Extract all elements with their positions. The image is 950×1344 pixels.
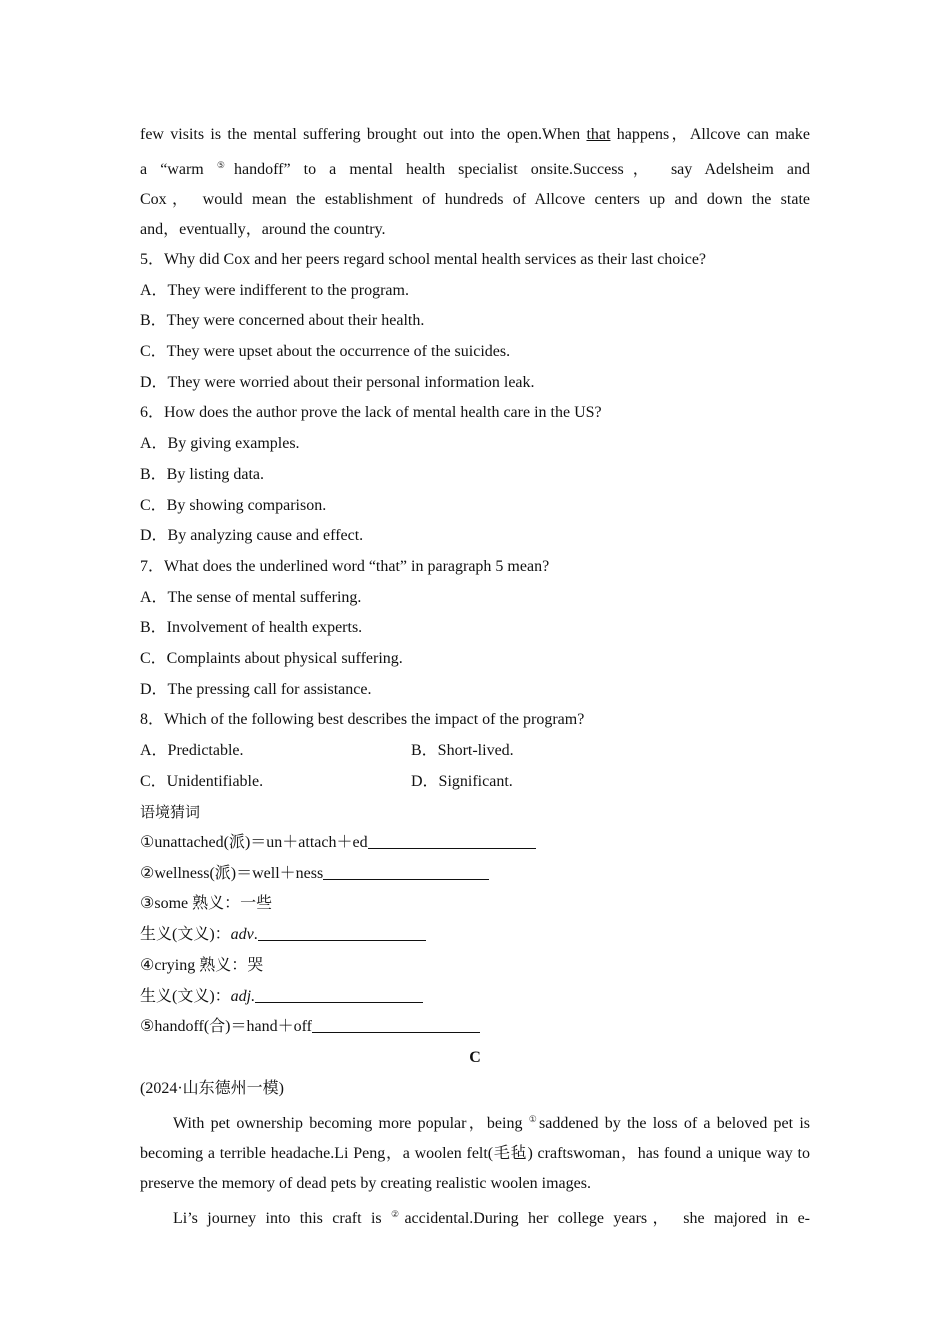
answer-blank[interactable]	[255, 986, 423, 1003]
option: D．By analyzing cause and effect.	[140, 527, 364, 545]
vocab-item: 生义(文义)：adv.	[140, 920, 810, 951]
question-7	[140, 552, 810, 705]
passage-line: a “warm ⑤handoff” to a mental health specialist onsite.Success， say Adelsheim and	[140, 160, 810, 178]
vocab-item: ⑤handoff(合)＝hand＋off	[140, 1012, 810, 1043]
option: A．The sense of mental suffering.	[140, 588, 362, 606]
annotation-mark: ①	[528, 1114, 539, 1125]
annotation-mark: ②	[391, 1209, 405, 1220]
option: D．The pressing call for assistance.	[140, 680, 372, 698]
paragraph: Li’s journey into this craft is ②accidental.During her college years， she majored in e-	[173, 1209, 810, 1228]
option: D．Significant.	[411, 772, 513, 790]
question-8	[140, 705, 810, 797]
option: A．Predictable.	[140, 742, 244, 759]
vocab-item: 生义(文义)：adj.	[140, 982, 810, 1013]
vocab-item: ②wellness(派)＝well＋ness	[140, 859, 810, 890]
option: B．Involvement of health experts.	[140, 619, 363, 637]
question-5	[140, 245, 810, 398]
option: D．They were worried about their personal information leak.	[140, 373, 535, 391]
option: B．They were concerned about their health.	[140, 312, 425, 330]
option: C．By showing comparison.	[140, 496, 327, 514]
answer-blank[interactable]	[323, 863, 489, 880]
option: C．They were upset about the occurrence of the suicides.	[140, 343, 511, 361]
option: C．Complaints about physical suffering.	[140, 649, 403, 667]
answer-blank[interactable]	[258, 924, 426, 941]
option-row	[140, 767, 810, 798]
section-c	[140, 1043, 810, 1234]
answer-blank[interactable]	[312, 1016, 480, 1033]
passage-line: few visits is the mental suffering brought out into the open.When that happens，Allcove can make	[140, 126, 810, 143]
option: C．Unidentifiable.	[140, 772, 264, 790]
option: B．Short-lived.	[411, 742, 514, 759]
vocab-heading: 语境猜词	[140, 803, 201, 822]
option: A．By giving examples.	[140, 435, 300, 453]
passage-line: Cox， would mean the establishment of hundreds of Allcove centers up and down the state	[140, 191, 810, 208]
annotation-mark: ⑤	[216, 160, 234, 170]
vocab-section	[140, 797, 810, 1043]
source-line: (2024·山东德州一模)	[140, 1079, 284, 1097]
vocab-item: ④crying 熟义：哭	[140, 956, 264, 974]
question-stem: 7．What does the underlined word “that” in paragraph 5 mean?	[140, 557, 550, 575]
question-6	[140, 398, 810, 551]
question-stem: 8．Which of the following best describes the impact of the program?	[140, 711, 585, 729]
option: A．They were indifferent to the program.	[140, 281, 409, 299]
section-letter: C	[469, 1048, 481, 1066]
question-stem: 6．How does the author prove the lack of mental health care in the US?	[140, 404, 602, 422]
question-stem: 5．Why did Cox and her peers regard school mental health services as their last choice?	[140, 251, 707, 268]
passage-tail	[140, 120, 810, 245]
passage-line: and，eventually，around the country.	[140, 221, 386, 238]
option-row	[140, 736, 810, 767]
option: B．By listing data.	[140, 465, 265, 483]
paragraph: With pet ownership becoming more popular，being ①saddened by the loss of a beloved pet is becoming a terrible headache.Li Peng，a woolen felt(毛毡) craftswoman，has found a unique way to preserve the memory of dead pets by creating realistic woolen images.	[140, 1114, 810, 1193]
answer-blank[interactable]	[368, 832, 536, 849]
document-page	[140, 120, 810, 1234]
underlined-word: that	[586, 126, 611, 143]
vocab-item: ③some 熟义：一些	[140, 895, 273, 913]
vocab-item: ①unattached(派)＝un＋attach＋ed	[140, 828, 810, 859]
